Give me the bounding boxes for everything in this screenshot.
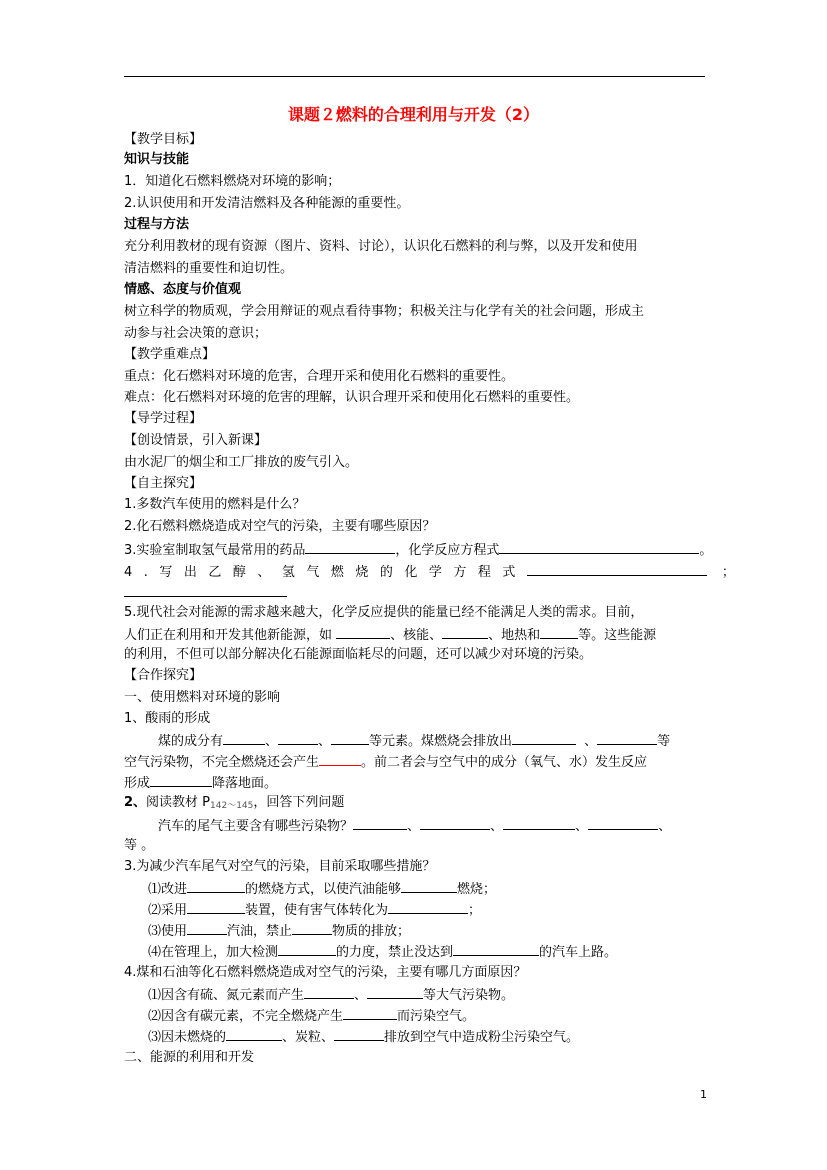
measure-1: ⑴改进 的燃烧方式，以使汽油能够 燃烧； xyxy=(148,878,496,900)
cause-1: ⑴因含有硫、氮元素而产生 、 等大气污染物。 xyxy=(148,984,514,1006)
question-4-causes: 4.煤和石油等化石燃料燃烧造成对空气的污染，主要有哪几方面原因？ xyxy=(124,965,527,980)
header-rule xyxy=(124,76,705,77)
acid-rain-title: 1、酸雨的形成 xyxy=(124,711,211,726)
knowledge-item-1: 1．知道化石燃料燃烧对环境的影响； xyxy=(124,174,341,189)
blank-environmental-standard[interactable] xyxy=(453,941,539,956)
blank-acid-rain[interactable] xyxy=(150,772,212,787)
page-title: 课题２燃料的合理利用与开发（2） xyxy=(287,105,540,124)
read-textbook-title: 2、阅读教材 $P_{142\sim 145}$，回答下列问题 xyxy=(124,795,345,811)
blank-nitrogen-oxide[interactable] xyxy=(367,984,423,999)
emotion-line-1: 树立科学的物质观，学会用辩证的观点看待事物；积极关注与化学有关的社会问题，形成主 xyxy=(124,304,645,319)
blank-exhaust-4[interactable] xyxy=(588,815,658,830)
section-1-title: 一、使用燃料对环境的影响 xyxy=(124,690,281,705)
question-4-continuation xyxy=(124,582,287,604)
question-3: 3.实验室制取氢气最常用的药品 ，化学反应方程式 。 xyxy=(124,539,712,561)
process-header: 过程与方法 xyxy=(124,217,190,232)
blank-lead-compound[interactable] xyxy=(292,920,332,935)
blank-exhaust-1[interactable] xyxy=(353,815,407,830)
blank-combustion-equations-2[interactable] xyxy=(124,582,287,597)
blank-carbon-monoxide[interactable] xyxy=(343,1005,397,1020)
blank-energy-1[interactable] xyxy=(336,624,390,639)
car-exhaust-continuation: 等 。 xyxy=(124,838,155,853)
emotion-header: 情感、态度与价值观 xyxy=(124,282,242,297)
question-1: 1.多数汽车使用的燃料是什么？ xyxy=(124,497,306,512)
blank-coal-element-3[interactable] xyxy=(331,730,369,745)
blank-coal-element-1[interactable] xyxy=(223,730,265,745)
blank-exhaust-testing[interactable] xyxy=(278,941,336,956)
blank-engine[interactable] xyxy=(187,878,245,893)
blank-energy-2[interactable] xyxy=(442,624,488,639)
blank-exhaust-2[interactable] xyxy=(420,815,490,830)
blank-hydrocarbon[interactable] xyxy=(226,1026,282,1041)
question-5-line-2: 人们正在利用和开发其他新能源，如 、核能、 、地热和 等。这些能源 xyxy=(124,624,656,646)
blank-sulfur-oxide[interactable] xyxy=(304,984,354,999)
blank-coal-element-2[interactable] xyxy=(278,730,318,745)
scene-header: 【创设情景，引入新课】 xyxy=(124,433,268,448)
cooperation-header: 【合作探究】 xyxy=(124,668,203,683)
guide-header: 【导学过程】 xyxy=(124,411,203,426)
blank-full-combustion[interactable] xyxy=(401,878,457,893)
blank-emission-2[interactable] xyxy=(597,730,657,745)
page-number: 1 xyxy=(700,1088,707,1101)
measure-3: ⑶使用 汽油，禁止 物质的排放； xyxy=(148,920,410,942)
blank-unleaded[interactable] xyxy=(187,920,227,935)
cause-2: ⑵因含有碳元素，不完全燃烧产生 而污染空气。 xyxy=(148,1005,475,1027)
blank-exhaust-3[interactable] xyxy=(503,815,575,830)
acid-rain-line-2: 空气污染物，不完全燃烧还会产生 。前二者会与空气中的成分（氧气、水）发生反应 xyxy=(124,751,647,773)
blank-ash[interactable] xyxy=(334,1026,384,1041)
question-5-line-1: 5.现代社会对能源的需求越来越大，化学反应提供的能量已经不能满足人类的需求。目前， xyxy=(124,605,644,620)
blank-h2-reagent[interactable] xyxy=(305,539,395,554)
key-points-header: 【教学重难点】 xyxy=(124,347,216,362)
knowledge-item-2: 2.认识使用和开发清洁燃料及各种能源的重要性。 xyxy=(124,196,410,211)
blank-combustion-equations[interactable] xyxy=(527,561,707,576)
knowledge-header: 知识与技能 xyxy=(124,152,190,167)
process-line-2: 清洁燃料的重要性和迫切性。 xyxy=(124,261,294,276)
scene-text: 由水泥厂的烟尘和工厂排放的废气引入。 xyxy=(124,455,359,470)
key-point-2: 难点：化石燃料对环境的危害的理解，认识合理开采和使用化石燃料的重要性。 xyxy=(124,390,580,405)
blank-h2-equation[interactable] xyxy=(499,539,699,554)
cause-3: ⑶因未燃烧的 、炭粒、 排放到空气中造成粉尘污染空气。 xyxy=(148,1026,579,1048)
question-5-line-3: 的利用，不但可以部分解决化石能源面临耗尽的问题，还可以减少对环境的污染。 xyxy=(124,647,593,662)
blank-harmless-gas[interactable] xyxy=(388,899,468,914)
blank-emission-1[interactable] xyxy=(512,730,576,745)
key-point-1: 重点：化石燃料对环境的危害，合理开采和使用化石燃料的重要性。 xyxy=(124,369,515,384)
measure-4: ⑷在管理上，加大检测 的力度，禁止没达到 的汽车上路。 xyxy=(148,941,617,963)
section-2-title: 二、能源的利用和开发 xyxy=(124,1050,255,1065)
blank-catalytic-device[interactable] xyxy=(187,899,245,914)
emotion-line-2: 动参与社会决策的意识； xyxy=(124,326,268,341)
blank-incomplete-combustion[interactable] xyxy=(319,751,361,766)
blank-energy-3[interactable] xyxy=(540,624,578,639)
question-2: 2.化石燃料燃烧造成对空气的污染，主要有哪些原因？ xyxy=(124,519,436,534)
self-study-header: 【自主探究】 xyxy=(124,476,203,491)
goals-header: 【教学目标】 xyxy=(124,132,203,147)
question-4: 4.写出乙醇、氢气燃烧的化学方程式 ； xyxy=(124,561,735,583)
question-3-measures: 3.为减少汽车尾气对空气的污染，目前采取哪些措施？ xyxy=(124,859,436,874)
acid-rain-line-1: 煤的成分有 、 、 等元素。煤燃烧会排放出 、 等 xyxy=(158,730,670,752)
process-line-1: 充分利用教材的现有资源（图片、资料、讨论），认识化石燃料的利与弊，以及开发和使用 xyxy=(124,239,638,254)
acid-rain-line-3: 形成 降落地面。 xyxy=(124,772,277,794)
measure-2: ⑵采用 装置，使有害气体转化为 ； xyxy=(148,899,481,921)
car-exhaust-question: 汽车的尾气主要含有哪些污染物？ 、 、 、 、 xyxy=(158,815,671,837)
